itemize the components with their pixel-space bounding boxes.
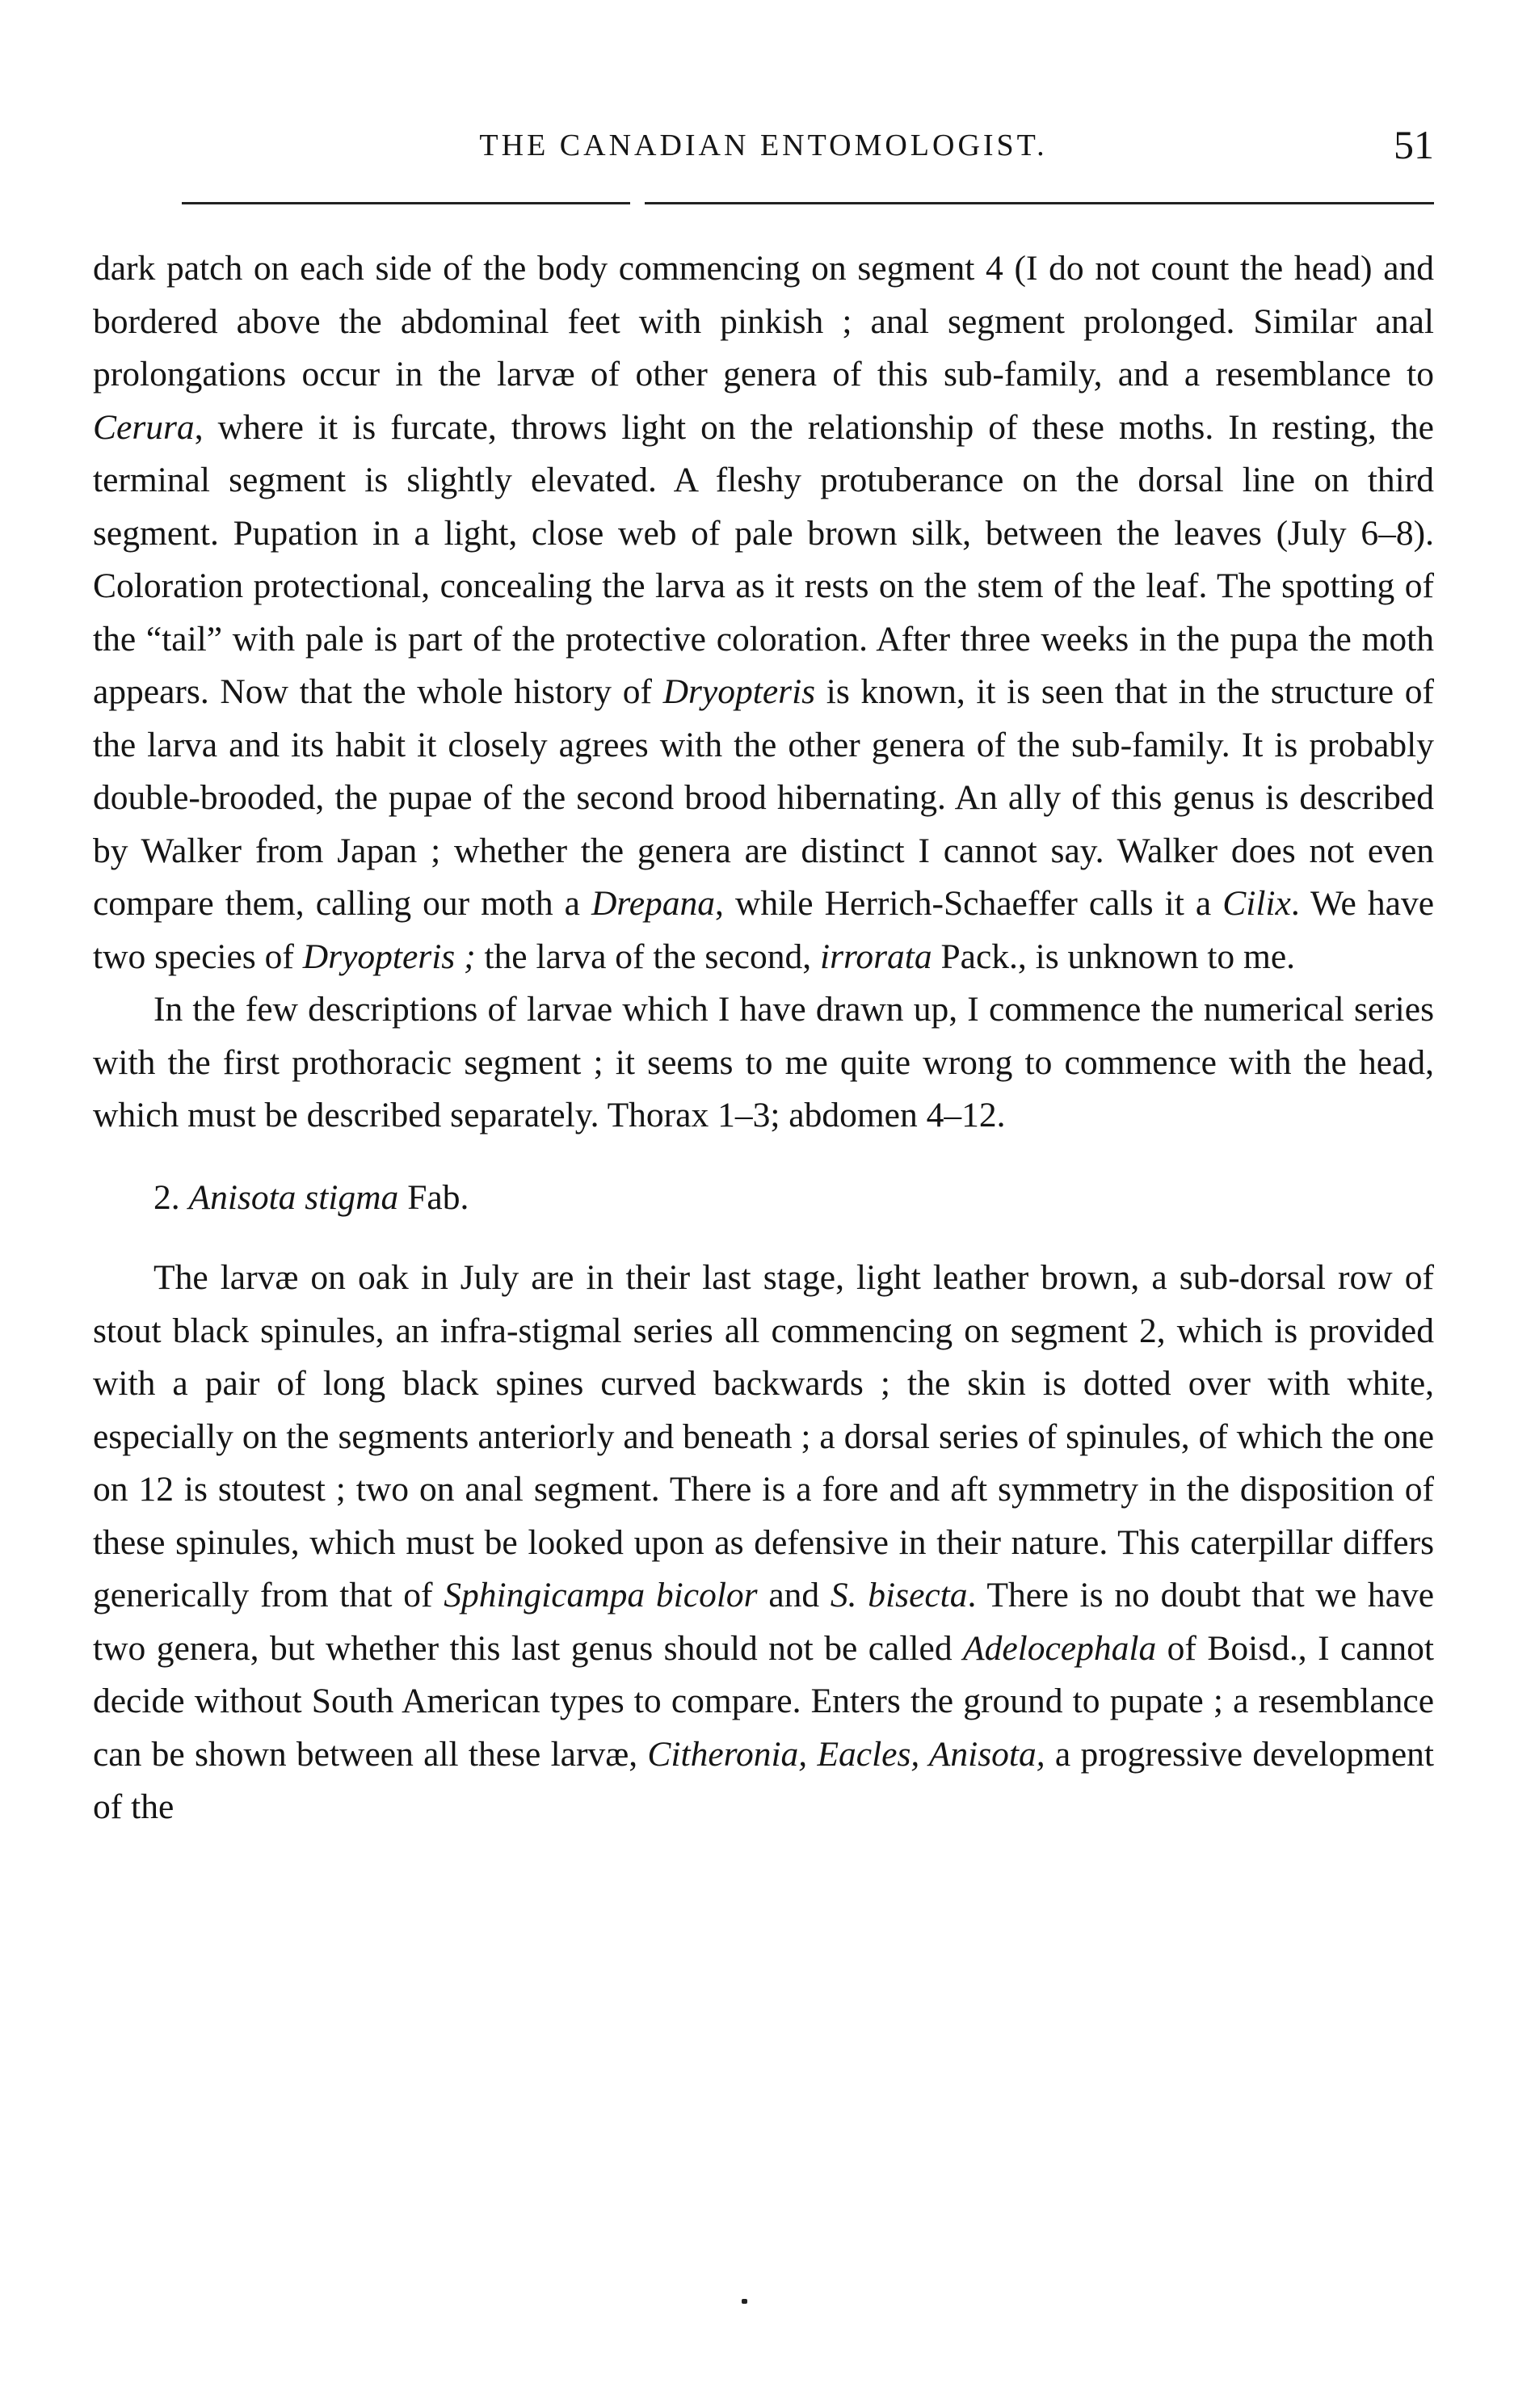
text-run: . We have two species of: [93, 884, 1434, 976]
taxon-name: S. bisecta: [830, 1576, 968, 1614]
text-run: , where it is furcate, throws light on the relationship of these moths. In resting, the terminal segment is slightly elevated. A fleshy protuberance on the dorsal line on third segment. Pupation in a light, close web of pale brown silk, between the leaves (July 6–8). Coloration protectional, concealing the larva as it rests on the stem of the leaf. The spotting of the “tail” with pale is part of the protective coloration. After three weeks in the pupa the moth appears. Now that the whole history of: [93, 407, 1434, 711]
body-text: [93, 242, 1434, 1834]
text-run: and: [757, 1576, 831, 1614]
text-run: The larvæ on oak in July are in their last stage, light leather brown, a sub-dorsal row of stout black spinules, an infra-stigmal series all commencing on segment 2, which is provided with a pair of long black spines curved backwards ; the skin is dotted over with white, especially on the segments anteriorly and beneath ; a dorsal series of spinules, of which the one on 12 is stoutest ; two on anal segment. There is a fore and aft symmetry in the disposition of these spinules, which must be looked upon as defensive in their nature. This caterpillar differs generically from that of: [93, 1258, 1434, 1614]
page-header: [93, 121, 1434, 170]
text-run: a progressive development of the: [93, 1734, 1434, 1826]
paragraph-dryopteris-larva: [93, 242, 1434, 983]
text-run: dark patch on each side of the body commencing on segment 4 (I do not count the head) and bordered above the abdominal feet with pinkish ; anal segment prolonged. Similar anal prolongations occur in the larvæ of other genera of this sub-family, and a resemblance to: [93, 249, 1434, 394]
paragraph-numbering-note: In the few descriptions of larvae which I have drawn up, I commence the numerical series with the first prothoracic segment ; it seems to me quite wrong to commence with the head, which must be described separately. Thorax 1–3; abdomen 4–12.: [93, 990, 1434, 1135]
taxon-name: irrorata: [819, 937, 932, 976]
paragraph-anisota-larva: [93, 1252, 1434, 1834]
taxon-name: Dryopteris: [662, 672, 816, 711]
text-run: of Boisd., I cannot decide without South American types to compare. Enters the ground to pupate ; a resemblance can be shown between all these larvæ,: [93, 1628, 1434, 1774]
bottom-mark: [742, 2299, 747, 2304]
page-number: 51: [1394, 122, 1434, 167]
taxon-name: Adelocephala: [963, 1628, 1157, 1668]
taxon-name: Drepana: [591, 884, 716, 923]
text-run: , while Herrich-Schaeffer calls it a: [715, 884, 1223, 923]
header-rule: [182, 202, 1434, 204]
taxon-name: Dryopteris ;: [302, 937, 476, 976]
header-rule-gap: [630, 199, 645, 207]
species-author: Fab.: [407, 1177, 469, 1217]
species-number: 2.: [154, 1177, 180, 1217]
taxon-name: Cerura: [93, 407, 195, 447]
text-run: the larva of the second,: [475, 937, 820, 976]
taxon-name: Cilix: [1222, 884, 1291, 923]
taxon-name: Citheronia, Eacles, Anisota,: [647, 1734, 1045, 1774]
species-heading: [93, 1172, 1434, 1225]
text-run: Pack., is unknown to me.: [932, 937, 1296, 976]
taxon-name: Sphingicampa bicolor: [444, 1576, 758, 1614]
species-name: Anisota stigma: [188, 1177, 399, 1217]
running-head: THE CANADIAN ENTOMOLOGIST.: [479, 128, 1048, 162]
text-run: . There is no doubt that we have two genera, but whether this last genus should not be called: [93, 1576, 1435, 1668]
text-run: is known, it is seen that in the structure of the larva and its habit it closely agrees with the other genera of the sub-family. It is probably double-brooded, the pupae of the second brood hibernating. An ally of this genus is described by Walker from Japan ; whether the genera are distinct I cannot say. Walker does not even compare them, calling our moth a: [93, 672, 1434, 923]
